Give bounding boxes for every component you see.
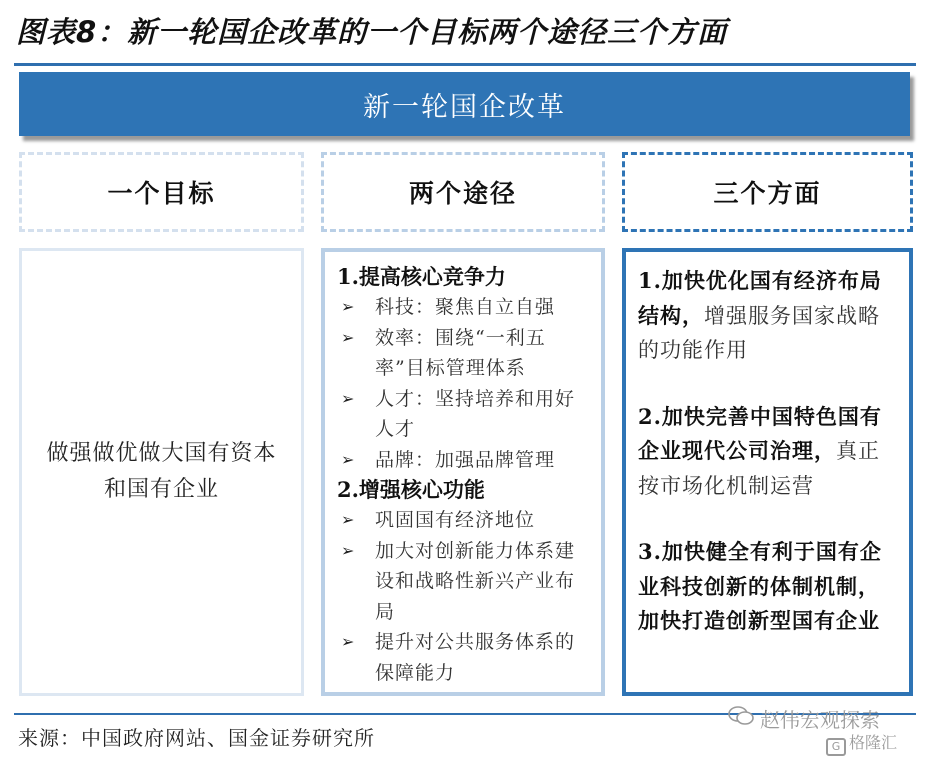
- arrow-bullet-icon: ➢: [341, 510, 356, 529]
- arrow-bullet-icon: ➢: [341, 449, 356, 469]
- list-item: [337, 323, 591, 384]
- item-text: 加大对创新能力体系建设和战略性新兴产业布局: [375, 539, 576, 623]
- aspect-bold: 1.加快优化国有经济布局结构，: [638, 268, 882, 328]
- list-item: [337, 536, 591, 628]
- section-title: 1.提高核心竞争力: [337, 264, 506, 289]
- section-title: 2.增强核心功能: [337, 477, 485, 502]
- aspect-rest: 增强服务国家战略的功能作用: [638, 303, 880, 362]
- goal-text: 做强做优做大国有资本和国有企业: [46, 441, 277, 502]
- aspects-header: 三个方面: [622, 152, 913, 232]
- aspect-paragraph: [638, 535, 899, 639]
- list-item: [337, 292, 591, 323]
- list-item: [337, 627, 591, 688]
- item-text: 科技：聚焦自立自强: [375, 296, 556, 318]
- logo-text: 格隆汇: [849, 733, 898, 752]
- aspect-rest: 真正按市场化机制运营: [638, 439, 880, 498]
- list-item: [337, 505, 591, 536]
- paths-box: [321, 248, 605, 696]
- item-text: 人才：坚持培养和用好人才: [375, 387, 576, 440]
- watermark-logo: [826, 730, 897, 756]
- paths-header: 两个途径: [321, 152, 605, 232]
- top-rule: [14, 63, 916, 66]
- goal-header: 一个目标: [19, 152, 304, 232]
- arrow-bullet-icon: ➢: [341, 388, 356, 408]
- goal-box: [19, 248, 304, 696]
- list-item: [337, 384, 591, 445]
- watermark: [722, 702, 922, 754]
- figure-title: 图表8：新一轮国企改革的一个目标两个途径三个方面: [16, 15, 728, 49]
- item-text: 提升对公共服务体系的保障能力: [375, 631, 576, 684]
- aspect-bold: 3.加快健全有利于国有企业科技创新的体制机制，加快打造创新型国有企业: [638, 539, 882, 633]
- aspects-box: [622, 248, 913, 696]
- aspect-bold: 2.加快完善中国特色国有企业现代公司治理，: [638, 403, 882, 463]
- arrow-bullet-icon: ➢: [341, 632, 356, 651]
- source-note: 来源：中国政府网站、国金证券研究所: [18, 726, 375, 750]
- item-text: 巩固国有经济地位: [375, 509, 536, 531]
- arrow-bullet-icon: ➢: [341, 327, 356, 347]
- logo-mark-icon: G: [826, 738, 846, 756]
- banner: 新一轮国企改革: [19, 72, 910, 136]
- arrow-bullet-icon: ➢: [341, 297, 356, 316]
- aspect-paragraph: [638, 400, 899, 504]
- aspect-paragraph: [638, 264, 899, 368]
- item-text: 效率：围绕“一利五率”目标管理体系: [375, 326, 546, 379]
- list-item: [337, 445, 591, 476]
- wechat-icon: [728, 706, 754, 726]
- watermark-account: 赵伟宏观探索: [760, 708, 880, 732]
- item-text: 品牌：加强品牌管理: [375, 448, 556, 471]
- arrow-bullet-icon: ➢: [341, 540, 356, 560]
